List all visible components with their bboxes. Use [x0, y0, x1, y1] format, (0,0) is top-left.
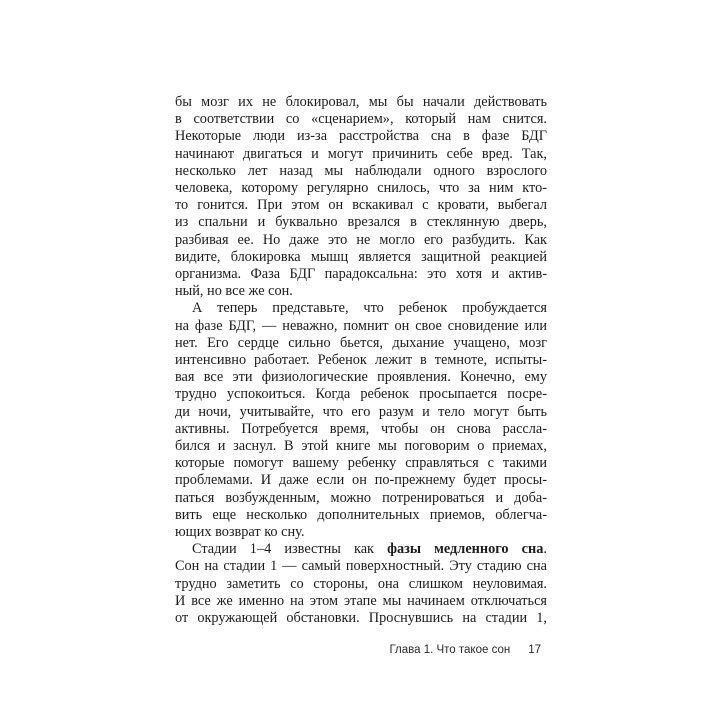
text-line: на фазе БДГ, — неважно, помнит он свое сновидение или	[175, 317, 547, 334]
text-line: Стадии 1–4 известны как фазы медленного сна.	[192, 541, 547, 558]
text-line: несколько лет назад мы наблюдали одного взрослого	[175, 162, 547, 179]
text-line: А теперь представьте, что ребенок пробуждается	[192, 300, 547, 317]
text-line: проблемами. И даже если он по-прежнему будет просы-	[175, 472, 547, 489]
text-line: ный, но все же сон.	[175, 283, 293, 300]
paragraph	[175, 300, 547, 541]
text-line: трудно заметить со стороны, она слишком неуловимая.	[175, 575, 547, 592]
text-line: нет. Его сердце сильно бьется, дыхание учащено, мозг	[175, 334, 547, 351]
text-line: ди ночи, учитывайте, что его разум и тело могут быть	[175, 403, 547, 420]
text-line: интенсивно работает. Ребенок лежит в темноте, испыты-	[175, 352, 547, 369]
text-line: паться возбужденным, можно потренироваться и доба-	[175, 489, 547, 506]
text-line: вить еще несколько дополнительных приемов, облегча-	[175, 506, 547, 523]
text-line: Некоторые люди из-за расстройства сна в фазе БДГ	[175, 128, 547, 145]
text-line: человека, которому регулярно снилось, что за ним кто-	[175, 180, 547, 197]
page-footer	[175, 644, 541, 656]
chapter-title: Глава 1. Что такое сон	[389, 644, 511, 656]
text-line: видите, блокировка мышц является защитной реакцией	[175, 248, 547, 265]
page-text	[175, 94, 547, 627]
text-line: разбивая ее. Но даже это не могло его разбудить. Как	[175, 231, 547, 248]
text-line: трудно успокоиться. Когда ребенок просыпается посре-	[175, 386, 547, 403]
text-line: то гонится. При этом он вскакивал с кровати, выбегал	[175, 197, 547, 214]
text-line: ющих возврат ко сну.	[175, 524, 305, 541]
text-line: И все же именно на этом этапе мы начинаем отключаться	[175, 592, 547, 609]
text-line: бился и заснул. В этой книге мы поговорим о приемах,	[175, 438, 547, 455]
text-line: бы мозг их не блокировал, мы бы начали действовать	[175, 94, 547, 110]
text-line: активны. Потребуется время, чтобы он снова рассла-	[175, 420, 547, 437]
paragraph	[175, 94, 547, 300]
text-line: Сон на стадии 1 — самый поверхностный. Эту стадию сна	[175, 558, 547, 575]
text-line: начинают двигаться и могут причинить себе вред. Так,	[175, 145, 547, 162]
paragraph	[175, 541, 547, 627]
text-line: от окружающей обстановки. Проснувшись на стадии 1,	[175, 610, 547, 627]
text-line: вая все эти физиологические проявления. Конечно, ему	[175, 369, 547, 386]
text-line: из спальни и буквально врезался в стеклянную дверь,	[175, 214, 547, 231]
page-number: 17	[528, 644, 541, 656]
text-line: в соответствии со «сценарием», который нам снится.	[175, 111, 547, 128]
text-line: которые помогут вашему ребенку справляться с такими	[175, 455, 547, 472]
text-line: организма. Фаза БДГ парадоксальна: это хотя и актив-	[175, 266, 547, 283]
